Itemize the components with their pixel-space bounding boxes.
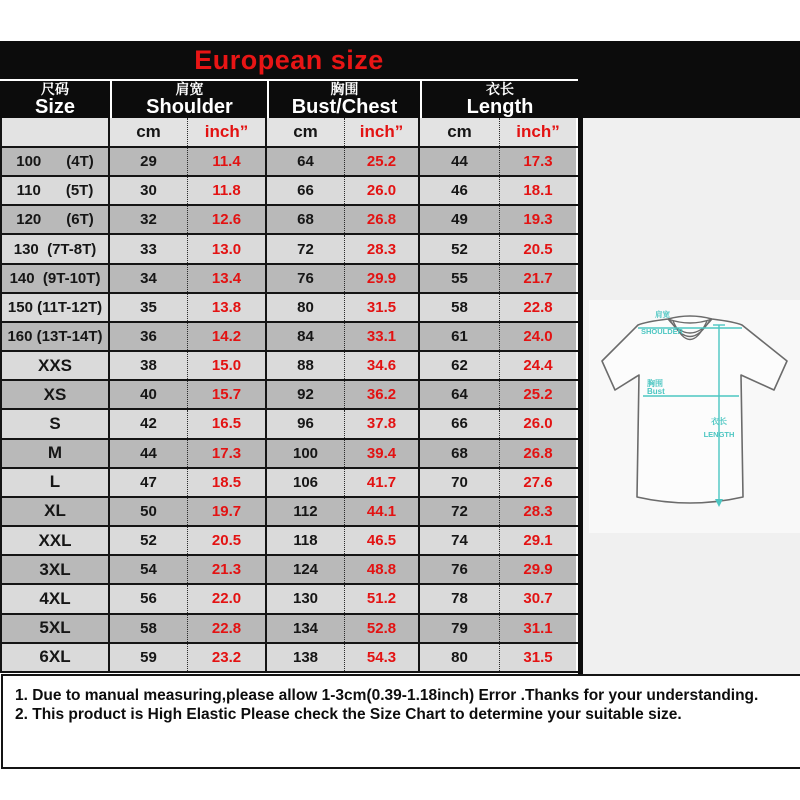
size-cell: XS (2, 381, 110, 408)
size-cell: M (2, 440, 110, 467)
value-cell: 49 (420, 206, 500, 233)
value-cell: 24.0 (500, 323, 576, 350)
value-cell: 30 (110, 177, 188, 204)
value-cell: 28.3 (345, 235, 420, 262)
value-cell: 11.4 (188, 148, 267, 175)
diagram-shoulder-zh-label: 肩宽 (655, 310, 670, 319)
value-cell: 29.9 (500, 556, 576, 583)
diagram-bust-en-label: Bust (647, 387, 665, 396)
value-cell: 13.0 (188, 235, 267, 262)
size-cell: XL (2, 498, 110, 525)
value-cell: 72 (267, 235, 345, 262)
value-cell: 64 (267, 148, 345, 175)
header-group-bust (267, 81, 420, 118)
table-row (2, 206, 578, 235)
unit-cm-cell: cm (267, 118, 345, 146)
size-cell: 110 (5T) (2, 177, 110, 204)
value-cell: 22.0 (188, 585, 267, 612)
value-cell: 26.8 (345, 206, 420, 233)
value-cell: 42 (110, 410, 188, 437)
size-cell: XXS (2, 352, 110, 379)
unit-inch-cell: inch” (188, 118, 267, 146)
header-size-zh: 尺码 (41, 81, 69, 97)
value-cell: 106 (267, 469, 345, 496)
value-cell: 30.7 (500, 585, 576, 612)
value-cell: 78 (420, 585, 500, 612)
value-cell: 46 (420, 177, 500, 204)
value-cell: 66 (267, 177, 345, 204)
header-bust-zh: 胸围 (330, 81, 359, 97)
unit-header-row (2, 118, 578, 148)
table-row (2, 585, 578, 614)
value-cell: 11.8 (188, 177, 267, 204)
header-length-en: Length (466, 96, 534, 118)
header-shoulder-zh: 肩宽 (175, 81, 204, 97)
value-cell: 29 (110, 148, 188, 175)
value-cell: 33.1 (345, 323, 420, 350)
value-cell: 13.8 (188, 294, 267, 321)
size-table-body (2, 148, 578, 673)
value-cell: 76 (267, 265, 345, 292)
value-cell: 41.7 (345, 469, 420, 496)
value-cell: 68 (420, 440, 500, 467)
size-cell: 6XL (2, 644, 110, 671)
value-cell: 88 (267, 352, 345, 379)
diagram-shoulder-en-label: SHOULDER (641, 327, 684, 336)
value-cell: 58 (110, 615, 188, 642)
unit-inch-cell: inch” (345, 118, 420, 146)
value-cell: 80 (420, 644, 500, 671)
value-cell: 31.1 (500, 615, 576, 642)
header-group-length (420, 81, 578, 118)
size-cell: 120 (6T) (2, 206, 110, 233)
value-cell: 96 (267, 410, 345, 437)
value-cell: 44.1 (345, 498, 420, 525)
value-cell: 92 (267, 381, 345, 408)
note-line-1: 1. Due to manual measuring,please allow 1-3cm(0.39-1.18inch) Error .Thanks for your understanding. (15, 687, 759, 704)
value-cell: 13.4 (188, 265, 267, 292)
unit-cm-cell: cm (110, 118, 188, 146)
value-cell: 21.7 (500, 265, 576, 292)
header-size-en: Size (34, 96, 76, 118)
size-cell: 4XL (2, 585, 110, 612)
value-cell: 72 (420, 498, 500, 525)
value-cell: 62 (420, 352, 500, 379)
value-cell: 138 (267, 644, 345, 671)
value-cell: 54.3 (345, 644, 420, 671)
value-cell: 22.8 (500, 294, 576, 321)
unit-cm-cell: cm (420, 118, 500, 146)
size-cell: 5XL (2, 615, 110, 642)
value-cell: 47 (110, 469, 188, 496)
value-cell: 19.7 (188, 498, 267, 525)
table-row (2, 469, 578, 498)
value-cell: 15.0 (188, 352, 267, 379)
column-header-row (0, 79, 578, 118)
value-cell: 80 (267, 294, 345, 321)
value-cell: 134 (267, 615, 345, 642)
value-cell: 34 (110, 265, 188, 292)
unit-inch-cell: inch” (500, 118, 576, 146)
table-row (2, 410, 578, 439)
table-row (2, 265, 578, 294)
value-cell: 16.5 (188, 410, 267, 437)
value-cell: 21.3 (188, 556, 267, 583)
value-cell: 31.5 (345, 294, 420, 321)
value-cell: 38 (110, 352, 188, 379)
size-cell: 160 (13T-14T) (2, 323, 110, 350)
header-bust-en: Bust/Chest (291, 96, 398, 118)
size-cell: S (2, 410, 110, 437)
value-cell: 36.2 (345, 381, 420, 408)
value-cell: 24.4 (500, 352, 576, 379)
table-row (2, 615, 578, 644)
table-row (2, 323, 578, 352)
value-cell: 51.2 (345, 585, 420, 612)
value-cell: 44 (110, 440, 188, 467)
size-table (0, 118, 578, 673)
value-cell: 18.5 (188, 469, 267, 496)
note-line-2: 2. This product is High Elastic Please check the Size Chart to determine your suitable size. (15, 706, 682, 723)
table-row (2, 527, 578, 556)
value-cell: 28.3 (500, 498, 576, 525)
value-cell: 27.6 (500, 469, 576, 496)
diagram-length-en-label: LENGTH (703, 430, 735, 439)
value-cell: 100 (267, 440, 345, 467)
size-cell: 140 (9T-10T) (2, 265, 110, 292)
value-cell: 33 (110, 235, 188, 262)
value-cell: 29.1 (500, 527, 576, 554)
value-cell: 31.5 (500, 644, 576, 671)
value-cell: 52 (420, 235, 500, 262)
value-cell: 25.2 (500, 381, 576, 408)
value-cell: 56 (110, 585, 188, 612)
value-cell: 36 (110, 323, 188, 350)
tshirt-measure-icon (589, 300, 800, 533)
value-cell: 14.2 (188, 323, 267, 350)
diagram-bust-zh-label: 胸围 (647, 379, 663, 388)
table-row (2, 644, 578, 673)
table-row (2, 294, 578, 323)
value-cell: 84 (267, 323, 345, 350)
value-cell: 52.8 (345, 615, 420, 642)
header-length-zh: 衣长 (486, 81, 514, 97)
value-cell: 64 (420, 381, 500, 408)
header-shoulder-en: Shoulder (146, 96, 233, 118)
value-cell: 48.8 (345, 556, 420, 583)
value-cell: 25.2 (345, 148, 420, 175)
value-cell: 37.8 (345, 410, 420, 437)
diagram-length-zh-label: 衣长 (711, 417, 727, 426)
value-cell: 15.7 (188, 381, 267, 408)
table-row (2, 440, 578, 469)
value-cell: 46.5 (345, 527, 420, 554)
value-cell: 124 (267, 556, 345, 583)
value-cell: 26.8 (500, 440, 576, 467)
value-cell: 39.4 (345, 440, 420, 467)
footer-notes (1, 674, 800, 769)
size-cell: XXL (2, 527, 110, 554)
value-cell: 79 (420, 615, 500, 642)
value-cell: 20.5 (188, 527, 267, 554)
table-row (2, 148, 578, 177)
value-cell: 18.1 (500, 177, 576, 204)
value-cell: 23.2 (188, 644, 267, 671)
value-cell: 44 (420, 148, 500, 175)
value-cell: 54 (110, 556, 188, 583)
value-cell: 35 (110, 294, 188, 321)
value-cell: 22.8 (188, 615, 267, 642)
value-cell: 118 (267, 527, 345, 554)
table-row (2, 556, 578, 585)
value-cell: 112 (267, 498, 345, 525)
value-cell: 34.6 (345, 352, 420, 379)
value-cell: 70 (420, 469, 500, 496)
table-row (2, 177, 578, 206)
header-group-size (0, 81, 110, 118)
value-cell: 19.3 (500, 206, 576, 233)
value-cell: 40 (110, 381, 188, 408)
value-cell: 61 (420, 323, 500, 350)
size-cell: L (2, 469, 110, 496)
tshirt-diagram (589, 300, 800, 533)
value-cell: 17.3 (188, 440, 267, 467)
value-cell: 26.0 (345, 177, 420, 204)
unit-empty-cell (2, 118, 110, 146)
value-cell: 68 (267, 206, 345, 233)
value-cell: 20.5 (500, 235, 576, 262)
value-cell: 50 (110, 498, 188, 525)
table-row (2, 352, 578, 381)
value-cell: 76 (420, 556, 500, 583)
header-group-shoulder (110, 81, 267, 118)
table-row (2, 381, 578, 410)
value-cell: 55 (420, 265, 500, 292)
size-cell: 150 (11T-12T) (2, 294, 110, 321)
value-cell: 58 (420, 294, 500, 321)
value-cell: 12.6 (188, 206, 267, 233)
page-title: European size (194, 45, 384, 75)
table-row (2, 235, 578, 264)
value-cell: 29.9 (345, 265, 420, 292)
size-cell: 130 (7T-8T) (2, 235, 110, 262)
value-cell: 130 (267, 585, 345, 612)
table-row (2, 498, 578, 527)
value-cell: 52 (110, 527, 188, 554)
size-cell: 3XL (2, 556, 110, 583)
value-cell: 32 (110, 206, 188, 233)
value-cell: 26.0 (500, 410, 576, 437)
value-cell: 17.3 (500, 148, 576, 175)
value-cell: 59 (110, 644, 188, 671)
value-cell: 74 (420, 527, 500, 554)
size-cell: 100 (4T) (2, 148, 110, 175)
value-cell: 66 (420, 410, 500, 437)
